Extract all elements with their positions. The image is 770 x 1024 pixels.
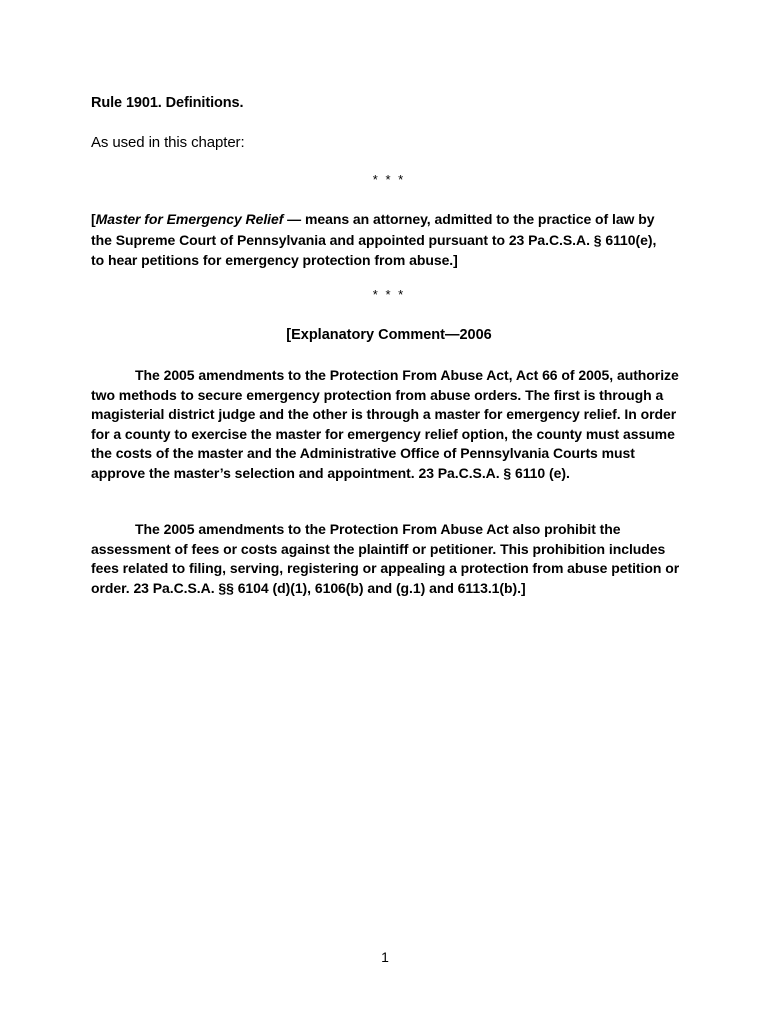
section-separator: * * * [372,287,406,302]
rule-heading: Rule 1901. Definitions. [91,95,244,111]
section-separator: * * * [372,172,406,187]
page-number: 1 [381,949,389,965]
comment-paragraph: The 2005 amendments to the Protection From Abuse Act also prohibit the assessment of fees or costs against the plaintiff or petitioner. This prohibition includes fees related to filing, serving, registering or appealing a protection from abuse petition or order. 23 Pa.C.S.A. §§ 6104 (d)(1), 6106(b) and (g.1) and 6113.1(b).] [91,521,680,596]
explanatory-comment-title: [Explanatory Comment—2006 [286,327,492,343]
intro-text: As used in this chapter: [91,134,245,151]
comment-paragraph: The 2005 amendments to the Protection From Abuse Act, Act 66 of 2005, authorize two methods to secure emergency protection from abuse orders. The first is through a magisterial district judge and the other is through a master for emergency relief. In order for a county to exercise the master for emergency relief option, the county must assume the costs of the master and the Administrative Office of Pennsylvania Courts must approve the master’s selection and appointment. 23 Pa.C.S.A. § 6110 (e). [91,367,679,481]
definition-text: — means an attorney, admitted to the practice of law by the Supreme Court of Pennsylvania and appointed pursuant to 23 Pa.C.S.A. § 6110(e), to hear petitions for emergency protection from abuse.] [91,211,657,268]
definition-term: Master for Emergency Relief [95,211,284,227]
definition-master-for-emergency-relief [91,209,671,271]
definition-open-bracket: [ [91,211,96,227]
